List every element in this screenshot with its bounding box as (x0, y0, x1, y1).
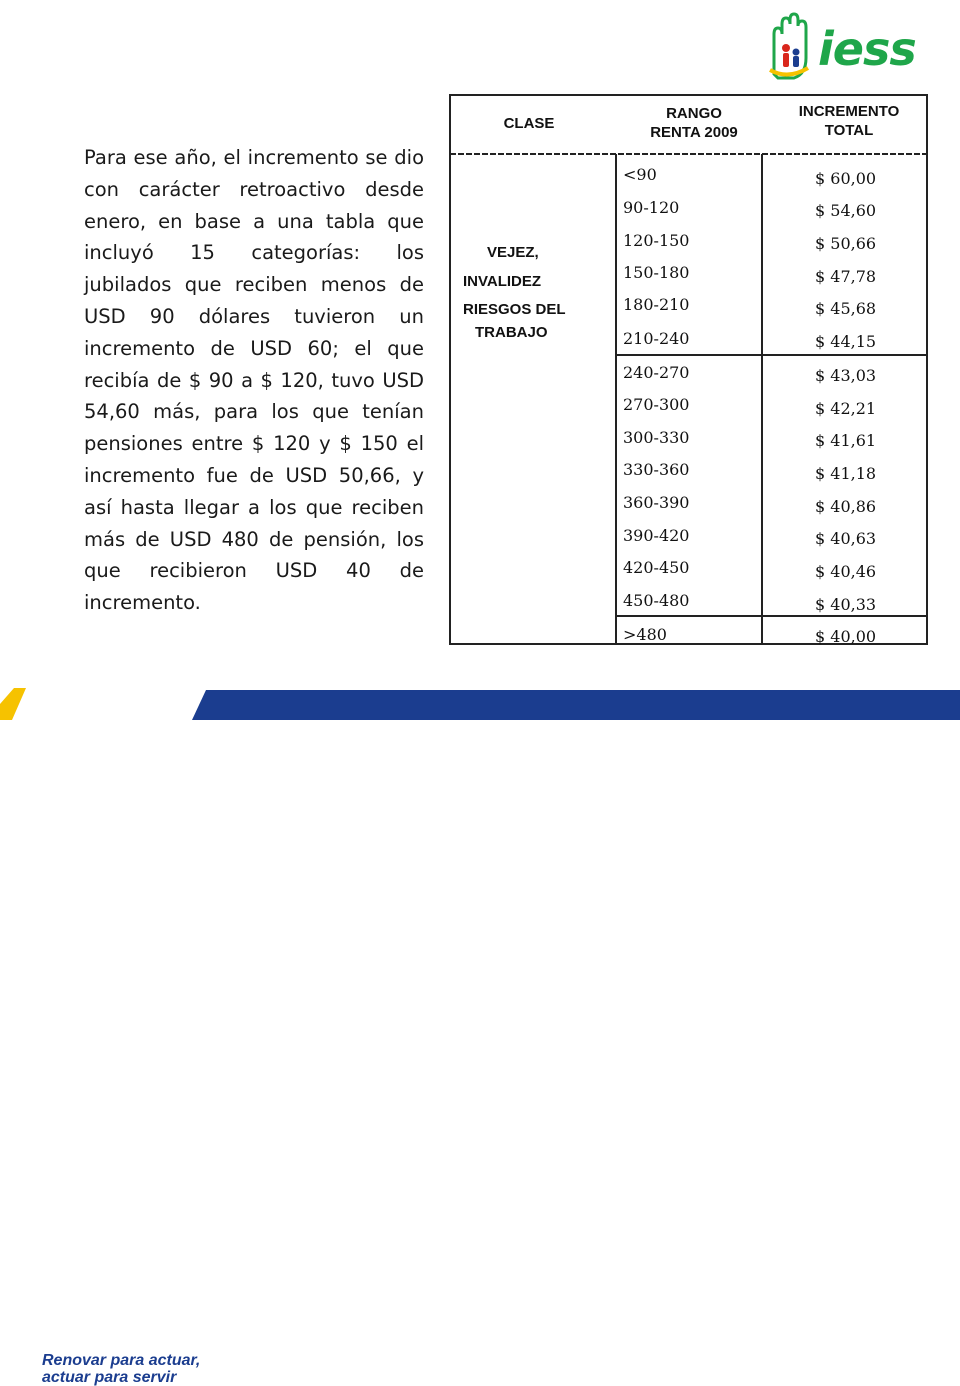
row-5-incremento: $ 45,68 (815, 299, 877, 318)
row-9-rango: 300-330 (623, 428, 690, 447)
row-1-incremento: $ 60,00 (815, 169, 877, 188)
row-3-rango: 120-150 (623, 231, 690, 250)
logo-wordmark: iess (818, 22, 916, 76)
row-10-rango: 330-360 (623, 460, 690, 479)
row-1-rango: <90 (623, 165, 657, 184)
row-7-incremento: $ 43,03 (815, 366, 877, 385)
hand-family-icon (760, 8, 820, 84)
row-2-incremento: $ 54,60 (815, 201, 877, 220)
header-incremento: INCREMENTO TOTAL (798, 103, 900, 139)
row-11-incremento: $ 40,86 (815, 497, 877, 516)
body-paragraph: Para ese año, el incremento se dio con carácter retroactivo desde enero, en base a una tabla que incluyó 15 categorías: los jubilados que reciben menos de USD 90 dólares tuvieron un incremento de USD 60; el que recibía de $ 90 a $ 120, tuvo USD 54,60 más, para los que tenían pensiones entre $ 120 y $ 150 el incremento fue de USD 50,66, y así hasta llegar a los que reciben más de USD 480 de pensión, los que recibieron USD 40 de incremento. (84, 146, 424, 615)
header-rango: RANGO RENTA 2009 (650, 105, 738, 141)
row-13-incremento: $ 40,46 (815, 562, 877, 581)
row-3-incremento: $ 50,66 (815, 234, 877, 253)
class-label-3: RIESGOS DEL (463, 301, 566, 318)
row-2-rango: 90-120 (623, 198, 680, 217)
row-14-rango: 450-480 (623, 591, 690, 610)
row-4-incremento: $ 47,78 (815, 267, 877, 286)
footer-slogan: Renovar para actuar, actuar para servir (42, 1352, 201, 1386)
class-label-1: VEJEZ, (487, 244, 539, 261)
row-15-rango: >480 (623, 625, 667, 644)
class-label-4: TRABAJO (475, 324, 548, 341)
row-14-incremento: $ 40,33 (815, 595, 877, 614)
row-11-rango: 360-390 (623, 493, 690, 512)
row-12-rango: 390-420 (623, 526, 690, 545)
row-5-rango: 180-210 (623, 295, 690, 314)
row-8-rango: 270-300 (623, 395, 690, 414)
row-7-rango: 240-270 (623, 363, 690, 382)
class-label-2: INVALIDEZ (463, 273, 542, 290)
footer-shapes (0, 670, 960, 720)
row-6-incremento: $ 44,15 (815, 332, 877, 351)
row-12-incremento: $ 40,63 (815, 529, 877, 548)
iess-logo (760, 8, 950, 84)
row-15-incremento: $ 40,00 (815, 627, 877, 646)
row-8-incremento: $ 42,21 (815, 399, 877, 418)
header-clase: CLASE (503, 115, 555, 132)
row-13-rango: 420-450 (623, 558, 690, 577)
row-9-incremento: $ 41,61 (815, 431, 877, 450)
row-4-rango: 150-180 (623, 263, 690, 282)
footer-bar (0, 670, 960, 1386)
increment-table (449, 94, 929, 646)
row-10-incremento: $ 41,18 (815, 464, 877, 483)
row-6-rango: 210-240 (623, 329, 690, 348)
